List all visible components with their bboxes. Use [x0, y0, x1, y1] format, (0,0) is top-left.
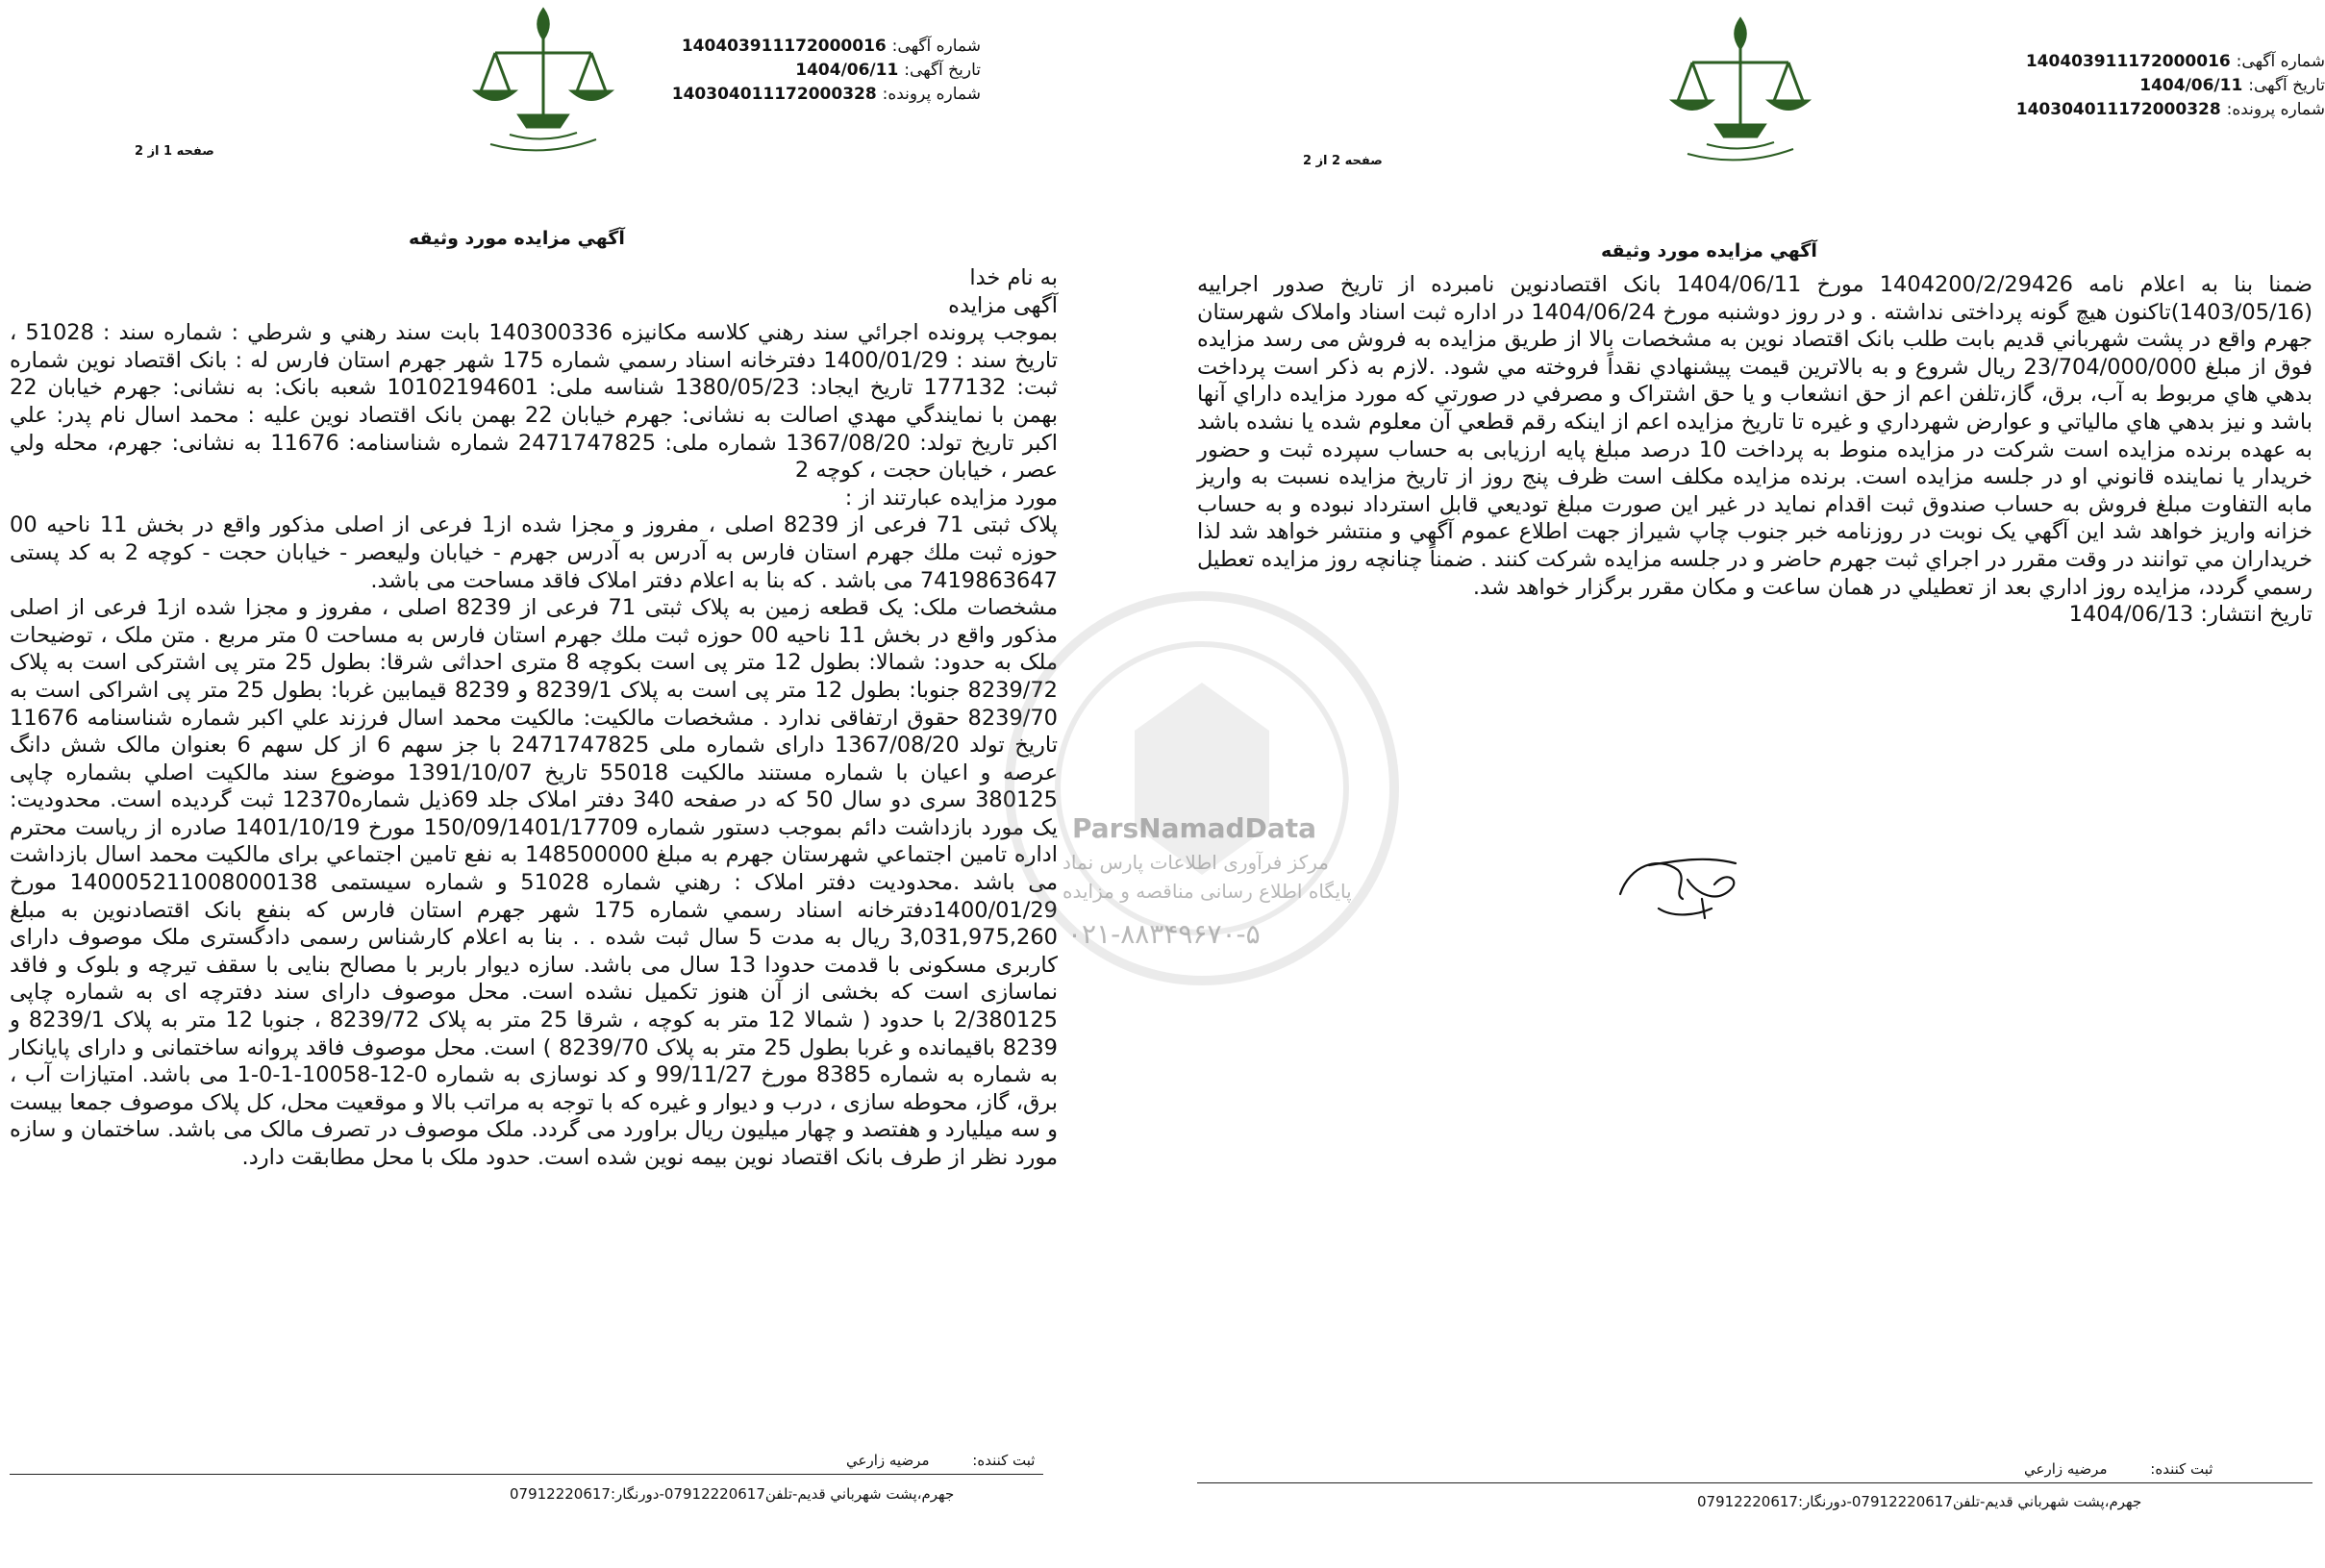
notice-body [10, 264, 1058, 1172]
case-number: 140304011172000328 [2015, 100, 2221, 119]
paragraph: پلاک ثبتی 71 فرعی از 8239 اصلی ، مفروز و مجزا شده از1 فرعی از اصلی مذکور واقع در بخش 11 ناحیه 00 حوزه ثبت ملك جهرم استان فارس به آدرس به آدرس جهرم - خیابان ولیعصر - خیابان حجت - کوچه 2 به کد پستی 7419863647 می باشد . که بنا به اعلام دفتر املاک فاقد مساحت می باشد. [10, 512, 1058, 593]
page-number: صفحه 2 از 2 [1303, 154, 1383, 168]
paragraph: مورد مزايده عبارتند از : [844, 485, 1058, 510]
notice-date: 1404/06/11 [2139, 76, 2243, 95]
notice-body [1197, 271, 2312, 629]
page-title: آگهي مزايده مورد وثيقه [1601, 240, 1817, 261]
registrar: ثبت کننده: مرضیه زارعي [846, 1452, 1036, 1469]
page-title: آگهي مزايده مورد وثيقه [409, 228, 625, 249]
footer-divider [10, 1474, 1043, 1475]
registrar-name: مرضیه زارعي [846, 1452, 930, 1469]
registrar: ثبت کننده: مرضیه زارعي [2024, 1460, 2213, 1478]
footer-divider [1197, 1482, 2312, 1483]
notice-page-1 [0, 0, 1058, 1568]
judiciary-emblem-icon [452, 0, 635, 168]
notice-number: 140403911172000016 [681, 37, 887, 56]
judiciary-emblem-icon [1649, 10, 1832, 178]
office-address: جهرم،پشت شهرباني قديم-تلفن07912220617-دورنگار:07912220617 [510, 1485, 955, 1503]
notice-meta: شماره آگهی: 140403911172000016 تاریخ آگهی: 1404/06/11 شماره پرونده: 140304011172000328 [2015, 52, 2325, 119]
watermark-line: پایگاه اطلاع رسانی مناقصه و مزایده [1062, 880, 1352, 903]
office-address: جهرم،پشت شهرباني قديم-تلفن07912220617-دورنگار:07912220617 [1697, 1493, 2142, 1510]
case-number: 140304011172000328 [671, 85, 877, 104]
watermark-phone: ۰۲۱-۸۸۳۴۹۶۷۰-۵ [1067, 918, 1261, 950]
notice-date: 1404/06/11 [795, 61, 899, 80]
notice-number: 140403911172000016 [2025, 52, 2231, 71]
paragraph: آگهی مزایده [948, 292, 1058, 318]
paragraph: به نام خدا [969, 265, 1058, 290]
paragraph: بموجب پرونده اجرائي سند رهني کلاسه مکانیزه 140300336 بابت سند رهني و شرطي : شماره سند : 51028 ، تاريخ سند : 1400/01/29 دفترخانه اسناد رسمي شماره 175 شهر جهرم استان فارس له : بانک اقتصاد نوين شماره ثبت: 177132 تاريخ ايجاد: 1380/05/23 شناسه ملی: 10102194601 شعبه بانک: به نشانی: جهرم خیابان 22 بهمن با نمایندگي مهدي اصالت به نشانی: جهرم خیابان 22 بهمن بانک اقتصاد نوين علیه : محمد اسال نام پدر: علي اکبر تاريخ تولد: 1367/08/20 شماره ملی: 2471747825 شماره شناسنامه: 11676 به نشانی: جهرم، محله ولي عصر ، خيابان حجت ، کوچه 2 [10, 320, 1058, 484]
page-number: صفحه 1 از 2 [135, 144, 214, 159]
registrar-name: مرضیه زارعي [2024, 1460, 2108, 1478]
watermark-line: مرکز فرآوری اطلاعات پارس نماد [1062, 851, 1329, 874]
notice-page-2 [1197, 0, 2325, 1568]
paragraph: ضمنا بنا به اعلام نامه 1404200/2/29426 مورخ 1404/06/11 بانک اقتصادنوین نامبرده از تاریخ صدور اجراییه (1403/05/16)تاکنون هیچ گونه پرداختی نداشته . و در روز دوشنبه مورخ 1404/06/24 در اداره ثبت اسناد واملاک شهرستان جهرم واقع در پشت شهرباني قديم بابت طلب بانک اقتصاد نوين به مشخصات بالا از طريق مزايده به فروش می رسد مزايده فوق از مبلغ 23/704/000/000 ريال شروع و به بالاترين قيمت پيشنهادي نقداً فروخته مي شود. .لازم به ذکر است پرداخت بدهي هاي مربوط به آب، برق، گاز،تلفن اعم از حق انشعاب و يا حق اشتراک و مصرفي در صورتي که مورد مزايده داراي آنها باشد و نيز بدهي هاي مالياتي و عوارض شهرداري و غيره تا تاريخ مزايده اعم از اينکه رقم قطعي آن معلوم شده يا نشده باشد به عهده برنده مزايده است شرکت در مزايده منوط به پرداخت 10 درصد مبلغ پايه ارزيابی به حساب سپرده ثبت و حضور خريدار يا نماينده قانوني او در جلسه مزايده است. برنده مزايده مکلف است ظرف پنج روز از تاريخ مزايده نسبت به واريز مابه التفاوت مبلغ فروش به حساب صندوق ثبت اقدام نمايد در غير اين صورت مبلغ توديعي قابل استرداد نبوده و به حساب خزانه واريز خواهد شد اين آگهي يک نوبت در روزنامه خبر جنوب چاپ شيراز جهت اطلاع عموم آگهي و منتشر خواهد شد لذا خريداران مي توانند در وقت مقرر در اجراي ثبت جهرم حاضر و در جلسه مزايده شرکت کنند . ضمناً چنانچه روز مزايده تعطيل رسمي گردد، مزايده روز اداري بعد از تعطيلي در همان ساعت و مکان مقرر برگزار خواهد شد. [1196, 272, 2312, 600]
notice-meta: شماره آگهی: 140403911172000016 تاریخ آگهی: 1404/06/11 شماره پرونده: 140304011172000328 [671, 37, 981, 104]
paragraph: مشخصات ملک: یک قطعه زمین به پلاک ثبتی 71 فرعی از 8239 اصلی ، مفروز و مجزا شده از1 فرعی از اصلی مذکور واقع در بخش 11 ناحیه 00 حوزه ثبت ملك جهرم استان فارس به مساحت 0 متر مربع . متن ملک ، توضیحات ملک به حدود: شمالا: بطول 12 متر پی است بکوچه 8 متری احداثی شرقا: بطول 25 متر پی اشترکی است به پلاک 8239/72 جنوبا: بطول 12 متر پی است به پلاک 8239/1 و 8239 قیمابین غربا: بطول 25 متر پی اشراکی است به 8239/70 حقوق ارتفاقی ندارد . مشخصات مالکیت: مالکیت محمد اسال فرزند علي اکبر شماره شناسنامه 11676 تاریخ تولد 1367/08/20 دارای شماره ملی 2471747825 با جز سهم 6 از کل سهم 6 بعنوان مالک شش دانگ عرصه و اعیان با شماره مستند مالکیت 55018 تاریخ 1391/10/07 موضوع سند مالکیت اصلي بشماره چاپی 380125 سری دو سال 50 که در صفحه 340 دفتر املاک جلد 69ذیل شماره12370 ثبت گردیده است. محدودیت: یک مورد بازداشت دائم بموجب دستور شماره 150/09/1401/17709 مورخ 1401/10/19 صادره از ریاست محترم اداره تامین اجتماعي شهرستان جهرم به مبلغ 148500000 به نفع تامین اجتماعي برای مالکیت محمد اسال بازداشت می باشد .محدودیت دفتر املاک : رهني شماره 51028 و شماره سیستمی 140005211008000138 مورخ 1400/01/29دفترخانه اسناد رسمي شماره 175 شهر جهرم استان فارس که بنفع بانک اقتصادنوین به مبلغ 3,031,975,260 ریال به مدت 5 سال ثبت شده . . بنا به اعلام کارشناس رسمی دادگستری ملک موصوف دارای کاربری مسکونی با قدمت حدودا 13 سال می باشد. سازه دیوار باربر با مصالح بنایی با سقف تیرچه و بلوک و فاقد نماسازی است که بخشی از آن هنوز تکمیل نشده است. محل موصوف دارای سند دفترچه ای به شماره چاپی 2/380125 با حدود ( شمالا 12 متر به کوچه ، شرقا 25 متر به پلاک 8239/72 ، جنوبا 12 متر به پلاک 8239/1 و 8239 باقیمانده و غربا بطول 25 متر به پلاک 8239/70 ) است. محل موصوف فاقد پروانه ساختمانی و دارای پایانکار به شماره به شماره 8385 مورخ 99/11/27 و کد نوسازی به شماره 0-12-10058-1-0-1 می باشد. امتیازات آب ، برق، گاز، محوطه سازی ، درب و دیوار و غیره که با توجه به مراتب بالا و موقعیت محل، کل پلاک موصوف جمعا بیست و سه میلیارد و هفتصد و چهار میلیون ریال براورد می گردد. ملک موصوف در تصرف مالک می باشد. ساختمان و سازه مورد نظر از طرف بانک اقتصاد نوین بیمه نوین شده است. حدود ملک با محل مطابقت دارد. [10, 595, 1059, 1170]
signature-icon [1591, 827, 1774, 940]
paragraph: تاريخ انتشار: 1404/06/13 [2068, 602, 2312, 628]
watermark-brand: ParsNamadData [1072, 812, 1316, 844]
